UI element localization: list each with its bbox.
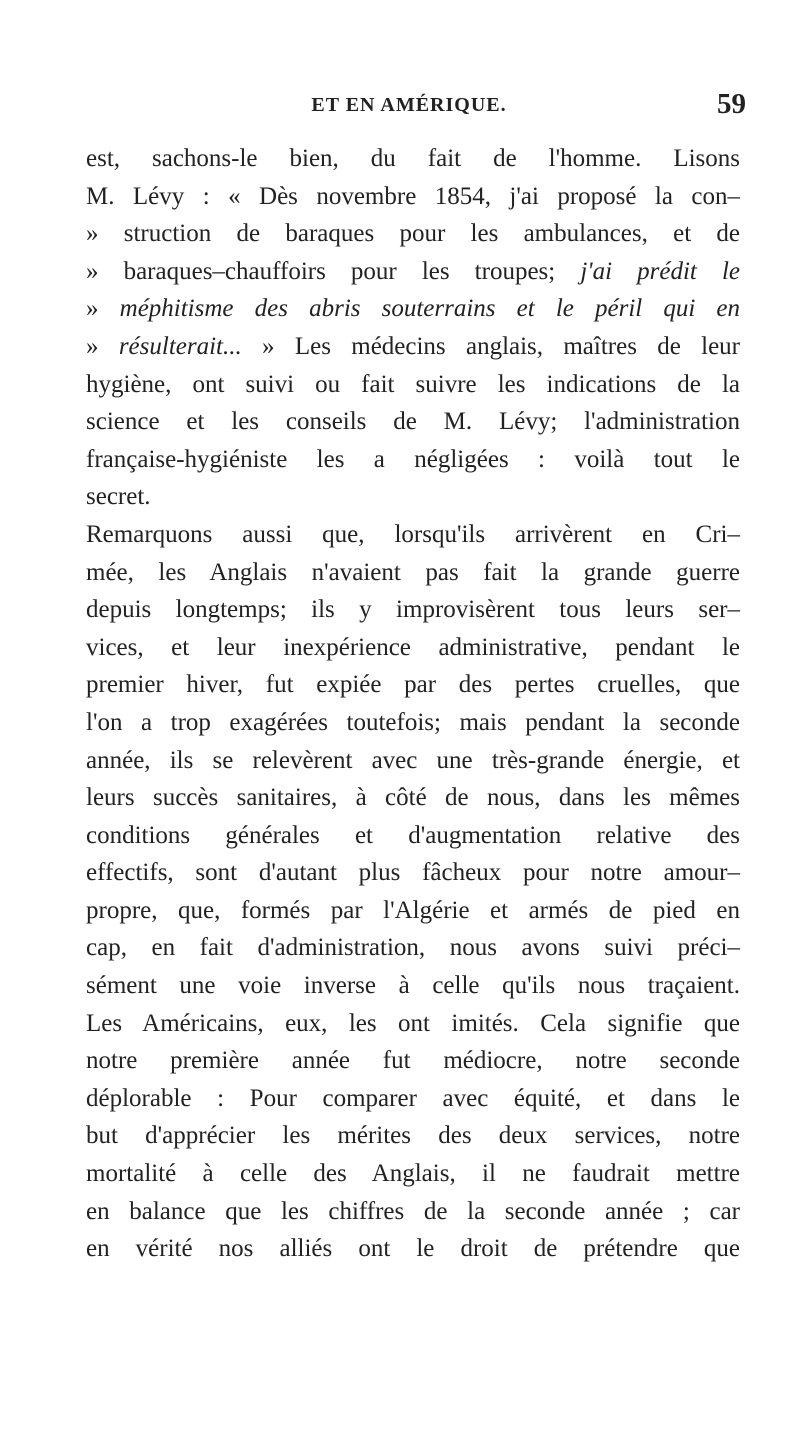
text-line: depuis longtemps; ils y improvisèrent tous leurs ser– [86, 596, 740, 624]
text-span: » [86, 295, 120, 323]
text-line: but d'apprécier les mérites des deux services, notre [86, 1122, 740, 1150]
text-line: mée, les Anglais n'avaient pas fait la grande guerre [86, 558, 740, 586]
text-line: conditions générales et d'augmentation relative des [86, 821, 740, 849]
text-line: M. Lévy : « Dès novembre 1854, j'ai proposé la con– [86, 182, 740, 210]
text-span: » Les médecins anglais, maîtres de leur [241, 332, 740, 360]
text-line: mortalité à celle des Anglais, il ne faudrait mettre [86, 1160, 740, 1188]
page-number: 59 [717, 88, 746, 120]
text-line [86, 253, 740, 291]
text-line: effectifs, sont d'autant plus fâcheux pour notre amour– [86, 859, 740, 887]
text-line: propre, que, formés par l'Algérie et armés de pied en [86, 896, 740, 924]
running-head [84, 88, 746, 122]
text-line: en balance que les chiffres de la seconde année ; car [86, 1197, 740, 1225]
text-line: premier hiver, fut expiée par des pertes cruelles, que [86, 671, 740, 699]
italic-span: j'ai prédit le [580, 257, 741, 285]
text-line: » struction de baraques pour les ambulances, et de [86, 220, 740, 248]
running-title: ET EN AMÉRIQUE. [311, 94, 507, 116]
text-line [86, 290, 740, 328]
text-span: » baraques–chauffoirs pour les troupes; [86, 257, 581, 285]
text-line: française-hygiéniste les a négligées : voilà tout le [86, 445, 740, 473]
italic-span: résulterait... [118, 332, 242, 360]
text-line: déplorable : Pour comparer avec équité, et dans le [86, 1084, 740, 1112]
text-line: Remarquons aussi que, lorsqu'ils arrivèrent en Cri– [86, 520, 740, 548]
body-text [86, 140, 740, 1268]
text-line: cap, en fait d'administration, nous avons suivi préci– [86, 934, 740, 962]
text-line: hygiène, ont suivi ou fait suivre les indications de la [86, 370, 740, 398]
text-line: l'on a trop exagérées toutefois; mais pendant la seconde [86, 708, 740, 736]
text-line: secret. [86, 483, 151, 511]
text-line: en vérité nos alliés ont le droit de prétendre que [86, 1235, 740, 1263]
text-line: leurs succès sanitaires, à côté de nous, dans les mêmes [86, 784, 740, 812]
text-line [86, 328, 740, 366]
text-span: » [86, 332, 119, 360]
text-line: vices, et leur inexpérience administrative, pendant le [86, 633, 740, 661]
text-line: sément une voie inverse à celle qu'ils nous traçaient. [86, 972, 740, 1000]
text-line: est, sachons-le bien, du fait de l'homme. Lisons [86, 145, 740, 172]
text-line: Les Américains, eux, les ont imités. Cela signifie que [86, 1009, 740, 1037]
text-line: science et les conseils de M. Lévy; l'administration [86, 408, 740, 436]
text-line: notre première année fut médiocre, notre seconde [86, 1047, 740, 1075]
italic-span: méphitisme des abris souterrains et le péril qui en [119, 295, 741, 323]
text-line: année, ils se relevèrent avec une très-grande énergie, et [86, 746, 740, 774]
